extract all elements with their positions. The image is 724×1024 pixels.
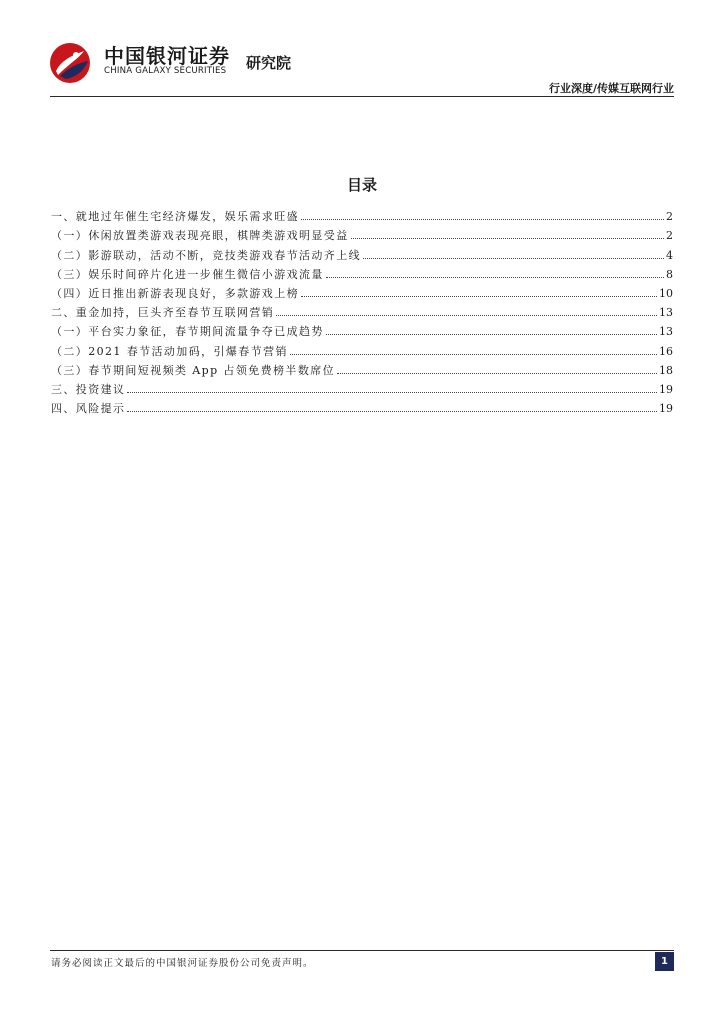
toc-dot-leader bbox=[276, 315, 657, 316]
toc-dot-leader bbox=[127, 411, 657, 412]
toc-entry[interactable] bbox=[51, 358, 673, 377]
toc-entry-page: 2 bbox=[666, 210, 673, 224]
toc-title: 目录 bbox=[346, 176, 377, 194]
toc-entry-title: （二）影游联动，活动不断，竞技类游戏春节活动齐上线 bbox=[51, 248, 361, 262]
toc-entry[interactable] bbox=[51, 223, 673, 242]
toc-dot-leader bbox=[326, 277, 664, 278]
toc-entry[interactable] bbox=[51, 300, 673, 319]
toc-entry-page: 2 bbox=[666, 229, 673, 243]
toc-entry[interactable] bbox=[51, 377, 673, 396]
toc-entry-title: 一、就地过年催生宅经济爆发，娱乐需求旺盛 bbox=[51, 210, 299, 224]
toc-entry-page: 13 bbox=[659, 325, 673, 339]
page-number-badge: 1 bbox=[655, 952, 674, 971]
toc-dot-leader bbox=[127, 392, 657, 393]
toc-dot-leader bbox=[326, 334, 657, 335]
toc-entry-page: 13 bbox=[659, 306, 673, 320]
toc-dot-leader bbox=[363, 258, 664, 259]
footer-divider bbox=[50, 950, 674, 951]
toc-entry-page: 19 bbox=[659, 402, 673, 416]
toc-entry-title: 二、重金加持，巨头齐至春节互联网营销 bbox=[51, 306, 275, 320]
toc-entry-title: （一）平台实力象征，春节期间流量争夺已成趋势 bbox=[51, 325, 324, 339]
toc-entry-page: 4 bbox=[666, 248, 673, 262]
toc-entry-title: （二）2021 春节活动加码，引爆春节营销 bbox=[51, 344, 288, 358]
toc-entry[interactable] bbox=[51, 396, 673, 415]
toc-entry[interactable] bbox=[51, 204, 673, 223]
header-divider bbox=[50, 96, 674, 97]
toc-dot-leader bbox=[290, 354, 657, 355]
toc-dot-leader bbox=[301, 296, 657, 297]
toc-entry-page: 19 bbox=[659, 382, 673, 396]
logo-chinese-name: 中国银河证券 bbox=[104, 44, 230, 68]
toc-entry-page: 16 bbox=[659, 344, 673, 358]
toc-entry-page: 8 bbox=[666, 267, 673, 281]
toc-entry-title: （一）休闲放置类游戏表现亮眼，棋牌类游戏明显受益 bbox=[51, 229, 349, 243]
logo-english-name: CHINA GALAXY SECURITIES bbox=[104, 66, 227, 76]
toc-dot-leader bbox=[301, 219, 664, 220]
toc-entry-page: 18 bbox=[659, 363, 673, 377]
toc-dot-leader bbox=[351, 238, 664, 239]
report-category: 行业深度/传媒互联网行业 bbox=[548, 82, 674, 95]
table-of-contents bbox=[51, 204, 673, 415]
toc-entry-title: （三）春节期间短视频类 App 占领免费榜半数席位 bbox=[51, 363, 336, 377]
toc-entry-title: 三、投资建议 bbox=[51, 382, 126, 396]
logo-institute: 研究院 bbox=[246, 54, 292, 72]
toc-entry-page: 10 bbox=[659, 286, 673, 300]
toc-entry-title: 四、风险提示 bbox=[51, 402, 126, 416]
toc-entry[interactable] bbox=[51, 338, 673, 357]
toc-entry[interactable] bbox=[51, 319, 673, 338]
toc-entry[interactable] bbox=[51, 242, 673, 261]
disclaimer-text: 请务必阅读正文最后的中国银河证券股份公司免责声明。 bbox=[51, 958, 314, 969]
toc-entry[interactable] bbox=[51, 281, 673, 300]
company-logo bbox=[34, 36, 312, 94]
galaxy-logo-icon bbox=[48, 41, 92, 85]
toc-dot-leader bbox=[337, 373, 657, 374]
toc-entry[interactable] bbox=[51, 262, 673, 281]
toc-entry-title: （四）近日推出新游表现良好，多款游戏上榜 bbox=[51, 286, 299, 300]
toc-entry-title: （三）娱乐时间碎片化进一步催生微信小游戏流量 bbox=[51, 267, 324, 281]
